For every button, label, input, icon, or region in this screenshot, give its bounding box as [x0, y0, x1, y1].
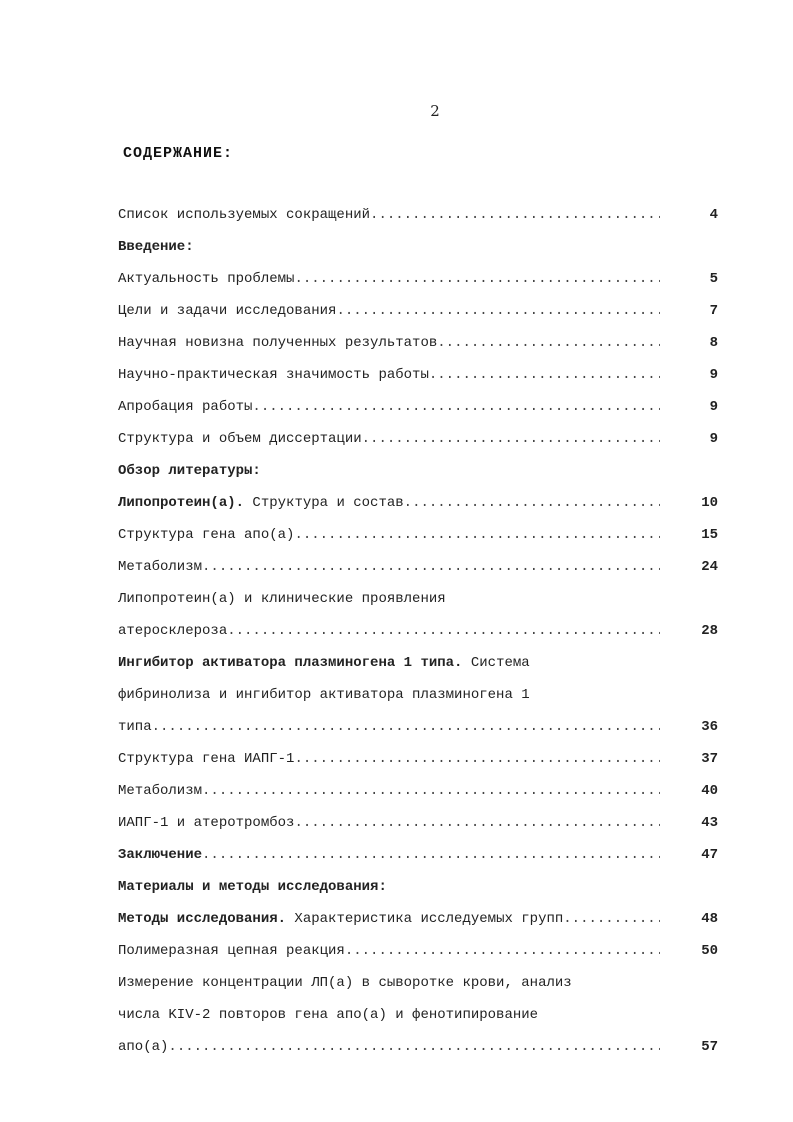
toc-entry-continued — [118, 655, 726, 677]
toc-entry-page: 28 — [701, 623, 718, 639]
toc-entry-text: Метаболизм ..... — [118, 783, 660, 799]
toc-entry — [118, 783, 726, 805]
toc-entry-continued — [118, 591, 726, 613]
toc-entry — [118, 943, 726, 965]
toc-entry-page: 47 — [701, 847, 718, 863]
toc-entry — [118, 719, 726, 741]
toc-entry-text — [118, 495, 660, 511]
toc-entry — [118, 335, 726, 357]
toc-entry-bold-text: Методы исследования. — [118, 911, 287, 927]
toc-entry-text: Структура и объем диссертации ..... — [118, 431, 660, 447]
toc-entry-page: 48 — [701, 911, 718, 927]
toc-entry-page: 37 — [701, 751, 718, 767]
toc-entry-page: 4 — [709, 207, 718, 223]
toc-entry-text: Полимеразная цепная реакция ..... — [118, 943, 660, 959]
toc-entry — [118, 623, 726, 645]
toc-entry-page: 40 — [701, 783, 718, 799]
toc-entry-page: 9 — [709, 399, 718, 415]
toc-section-heading — [118, 463, 726, 485]
toc-entry-continued — [118, 975, 726, 997]
toc-entry-text: Измерение концентрации ЛП(а) в сыворотке крови, анализ — [118, 975, 572, 991]
toc-entry — [118, 559, 726, 581]
toc-entry-page: 15 — [701, 527, 718, 543]
toc-entry-page: 9 — [709, 431, 718, 447]
toc-entry-bold-text: Липопротеин(а). — [118, 495, 245, 511]
toc-title: СОДЕРЖАНИЕ: — [123, 145, 234, 162]
toc-entry-text: Материалы и методы исследования: — [118, 879, 387, 895]
toc-entry-bold-text: Заключение — [118, 847, 203, 863]
toc-entry-text: Введение: — [118, 239, 194, 255]
toc-entry-text: Структура гена апо(а) ..... — [118, 527, 660, 543]
toc-entry-text: Метаболизм ..... — [118, 559, 660, 575]
toc-entry — [118, 399, 726, 421]
toc-entry — [118, 431, 726, 453]
toc-entry-text: Научная новизна полученных результатов ..... — [118, 335, 660, 351]
toc-entry-continued — [118, 1007, 726, 1029]
toc-entry — [118, 271, 726, 293]
toc-entry-text: Научно-практическая значимость работы ..... — [118, 367, 660, 383]
toc-entry-rest-text: Характеристика исследуемых групп — [286, 911, 564, 927]
toc-entry-text — [118, 655, 530, 671]
toc-entry — [118, 751, 726, 773]
toc-entry-text — [118, 911, 660, 927]
toc-entry-text: Структура гена ИАПГ-1 ..... — [118, 751, 660, 767]
toc-entry — [118, 303, 726, 325]
toc-entry-page: 43 — [701, 815, 718, 831]
toc-entry-rest-text: Система — [462, 655, 530, 671]
toc-entry-continued — [118, 687, 726, 709]
toc-entry-text: числа KIV-2 повторов гена апо(а) и фенотипирование — [118, 1007, 539, 1023]
toc-entry-rest-text: Структура и состав — [244, 495, 404, 511]
toc-entry-text: Липопротеин(а) и клинические проявления — [118, 591, 446, 607]
toc-entry-text: Список используемых сокращений ..... — [118, 207, 660, 223]
toc-entry — [118, 847, 726, 869]
toc-entry — [118, 207, 726, 229]
toc-entry-page: 57 — [701, 1039, 718, 1055]
toc-entry-page: 50 — [701, 943, 718, 959]
toc-entry — [118, 1039, 726, 1061]
toc-entry-page: 36 — [701, 719, 718, 735]
toc-entry-text: атеросклероза ..... — [118, 623, 660, 639]
toc-entry-text: типа ..... — [118, 719, 660, 735]
toc-entry-page: 8 — [709, 335, 718, 351]
toc-section-heading — [118, 239, 726, 261]
toc-entry-text: апо(а) ..... — [118, 1039, 660, 1055]
page-number: 2 — [430, 102, 440, 120]
toc-entry-text — [118, 847, 660, 863]
toc-entry-text: Актуальность проблемы ..... — [118, 271, 660, 287]
toc-entry-bold-text: Ингибитор активатора плазминогена 1 типа. — [118, 655, 463, 671]
toc-entry-text: Цели и задачи исследования ..... — [118, 303, 660, 319]
toc-entry-page: 24 — [701, 559, 718, 575]
toc-entry — [118, 815, 726, 837]
toc-entry — [118, 495, 726, 517]
toc-entry-text: фибринолиза и ингибитор активатора плазминогена 1 — [118, 687, 530, 703]
toc-entry-text: ИАПГ-1 и атеротромбоз ..... — [118, 815, 660, 831]
toc-entry-text: Обзор литературы: — [118, 463, 261, 479]
toc-entry-page: 10 — [701, 495, 718, 511]
toc-entry — [118, 367, 726, 389]
toc-entry-page: 5 — [709, 271, 718, 287]
toc-entry — [118, 527, 726, 549]
toc-entry-page: 9 — [709, 367, 718, 383]
toc-entry-page: 7 — [709, 303, 718, 319]
toc-entry — [118, 911, 726, 933]
toc-entry-text: Апробация работы ..... — [118, 399, 660, 415]
toc-section-heading — [118, 879, 726, 901]
